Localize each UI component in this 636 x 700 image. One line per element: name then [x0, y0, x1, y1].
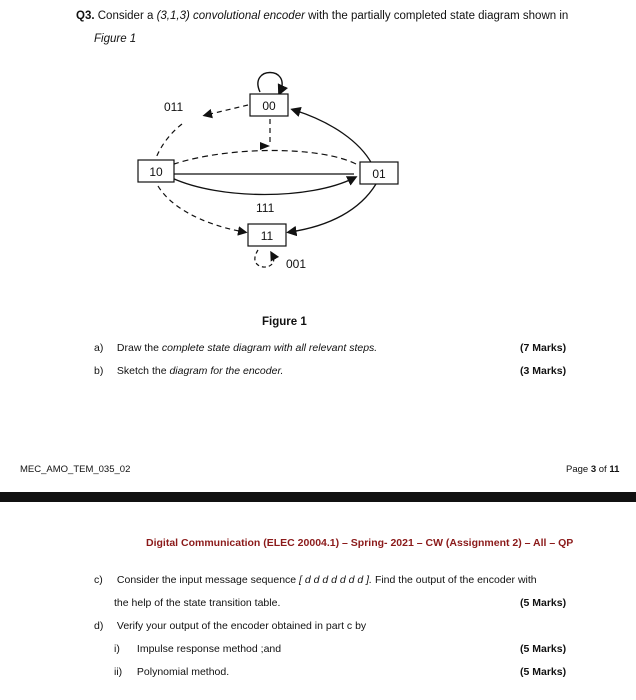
part-d-ii-marks: (5 Marks): [520, 666, 567, 678]
page-prefix: Page: [566, 464, 589, 475]
part-a-plain: Draw the: [116, 342, 159, 354]
question-number: Q3.: [76, 10, 95, 22]
part-c-line2: the help of the state transition table.: [114, 597, 281, 609]
part-d-i-marks: (5 Marks): [520, 643, 567, 655]
code-params: (3,1,3): [156, 10, 190, 22]
question-intro: [76, 10, 568, 22]
part-b: [94, 365, 283, 377]
course-header: Digital Communication (ELEC 20004.1) – Spring- 2021 – CW (Assignment 2) – All – QP: [146, 537, 574, 549]
page-divider: [0, 492, 636, 502]
part-c-rest: Find the output of the encoder with: [374, 574, 537, 586]
edge-label-011: 011: [164, 100, 184, 114]
question-intro-plain: Consider a: [97, 10, 154, 22]
state-label-01: 01: [372, 167, 386, 181]
arrow-dashed-top: [260, 142, 270, 150]
state-label-11: 11: [260, 229, 274, 243]
part-a-marks: (7 Marks): [520, 342, 567, 354]
part-d-ii: [114, 666, 229, 678]
part-d-ii-label: ii): [114, 666, 123, 678]
figure-caption: Figure 1: [262, 316, 307, 328]
question-intro-rest: with the partially completed state diagram shown in: [308, 10, 569, 22]
state-label-00: 00: [262, 99, 276, 113]
part-d-ii-text: Polynomial method.: [136, 666, 230, 678]
edge-00-10-dashed: [206, 105, 248, 115]
edge-01-10-dashed: [174, 151, 356, 165]
part-d-text: Verify your output of the encoder obtained in part c by: [116, 620, 367, 632]
edge-label-111: 111: [256, 201, 275, 215]
part-d-i: [114, 643, 281, 655]
part-d-label: d): [94, 620, 104, 632]
part-d-i-text: Impulse response method ;and: [136, 643, 282, 655]
page-current: 3: [590, 464, 597, 475]
self-loop-11: [255, 250, 274, 267]
part-c-label: c): [94, 574, 103, 586]
part-b-marks: (3 Marks): [520, 365, 567, 377]
part-b-label: b): [94, 365, 104, 377]
part-a: [94, 342, 377, 354]
edge-label-001: 001: [286, 257, 307, 271]
part-c: [94, 574, 537, 586]
part-c-sequence: [ d d d d d d d ].: [299, 574, 373, 586]
part-a-label: a): [94, 342, 104, 354]
page-total: 11: [609, 464, 620, 475]
part-c-marks: (5 Marks): [520, 597, 567, 609]
self-loop-00: [258, 73, 282, 93]
part-d-i-label: i): [114, 643, 120, 655]
state-diagram: [120, 60, 420, 280]
page-number: [566, 464, 619, 475]
edge-10-01-lower: [172, 178, 354, 195]
part-b-plain: Sketch the: [116, 365, 167, 377]
edge-011-10-dashed: [156, 124, 182, 158]
part-d: [94, 620, 366, 632]
part-b-italic: diagram for the encoder.: [169, 365, 284, 377]
edge-01-11: [290, 184, 376, 232]
part-c-plain: Consider the input message sequence: [116, 574, 297, 586]
state-label-10: 10: [149, 165, 163, 179]
part-a-italic: complete state diagram with all relevant steps.: [161, 342, 378, 354]
footer-code: MEC_AMO_TEM_035_02: [20, 464, 131, 475]
page-of: of: [598, 464, 607, 475]
encoder-type: convolutional encoder: [193, 10, 305, 22]
figure-reference: Figure 1: [94, 33, 137, 45]
